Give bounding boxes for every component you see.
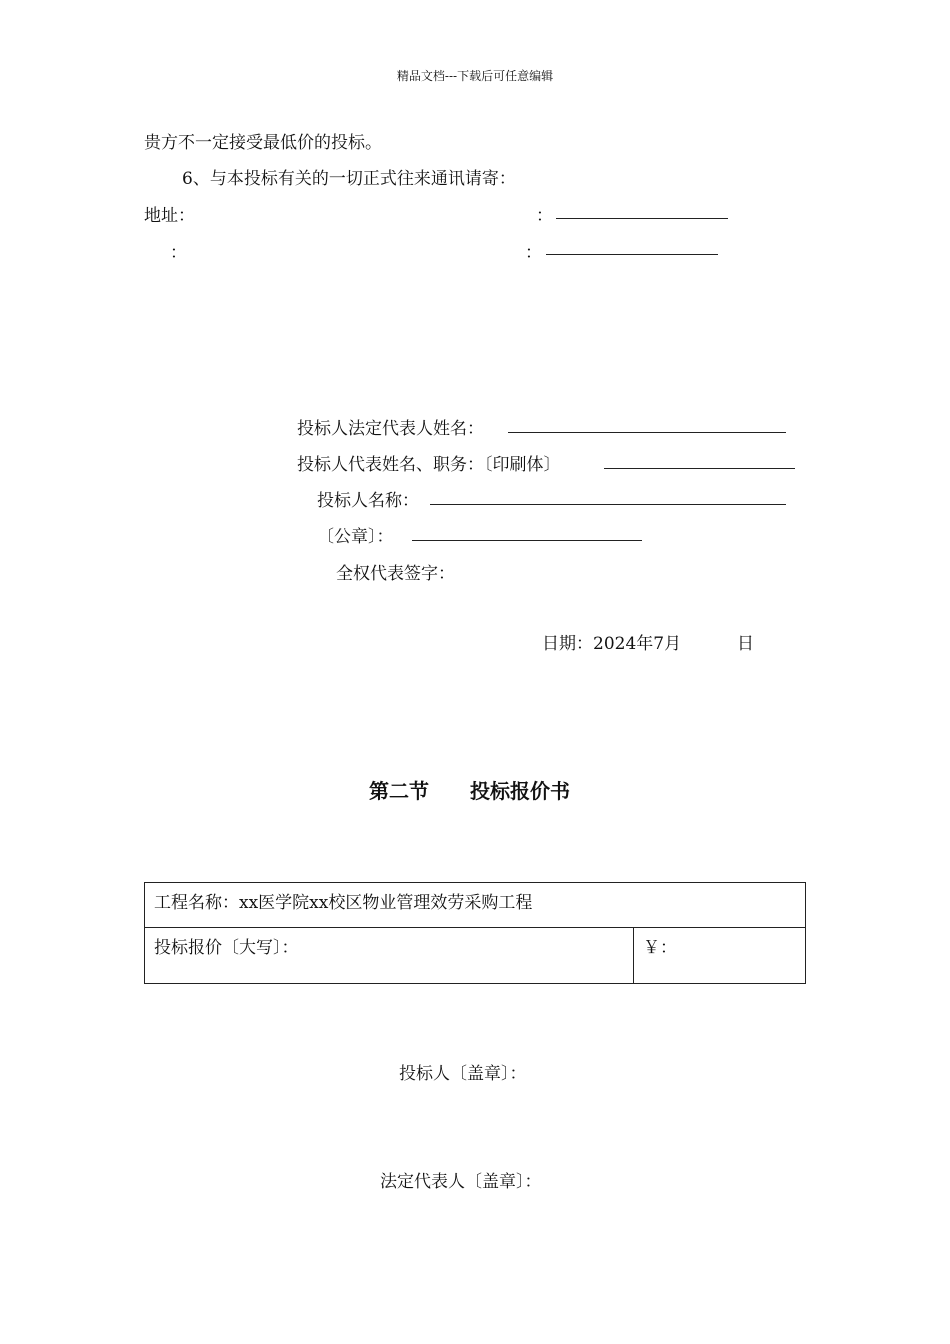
contact-underline-1 xyxy=(556,218,728,219)
quote-table xyxy=(144,882,806,984)
contact-colon-3: ： xyxy=(525,243,542,263)
date-label: 日期：2024年7月 xyxy=(542,634,682,654)
rep-name-title-underline xyxy=(604,468,795,469)
legal-rep-name-underline xyxy=(508,432,786,433)
project-name-cell: 工程名称：xx医学院xx校区物业管理效劳采购工程 xyxy=(145,883,806,928)
price-amount-cell: ￥： xyxy=(634,928,806,984)
price-words-cell: 投标报价〔大写〕： xyxy=(145,928,634,984)
section-number: 第二节 xyxy=(369,779,429,803)
contact-underline-2 xyxy=(546,254,718,255)
authorized-signature-label: 全权代表签字： xyxy=(336,564,455,584)
body-line-lowest-price: 贵方不一定接受最低价的投标。 xyxy=(144,133,382,153)
contact-colon-1: ： xyxy=(536,206,553,226)
body-line-correspondence: 6、与本投标有关的一切正式往来通讯请寄： xyxy=(182,169,516,189)
legal-rep-name-label: 投标人法定代表人姓名： xyxy=(297,419,484,439)
contact-colon-2: ： xyxy=(170,243,187,263)
date-day: 日 xyxy=(737,634,754,654)
table-row xyxy=(145,883,806,928)
bidder-seal-label: 投标人〔盖章〕： xyxy=(399,1064,527,1084)
page-header: 精品文档---下载后可任意编辑 xyxy=(396,69,554,83)
address-label: 地址： xyxy=(144,206,195,226)
legal-rep-seal-label: 法定代表人〔盖章〕： xyxy=(380,1172,542,1192)
seal-underline xyxy=(412,540,642,541)
section-title: 投标报价书 xyxy=(470,779,570,803)
rep-name-title-label: 投标人代表姓名、职务：〔印刷体〕 xyxy=(297,455,561,475)
bidder-name-underline xyxy=(430,504,786,505)
seal-label: 〔公章〕： xyxy=(317,527,394,547)
table-row xyxy=(145,928,806,984)
bidder-name-label: 投标人名称： xyxy=(317,491,419,511)
